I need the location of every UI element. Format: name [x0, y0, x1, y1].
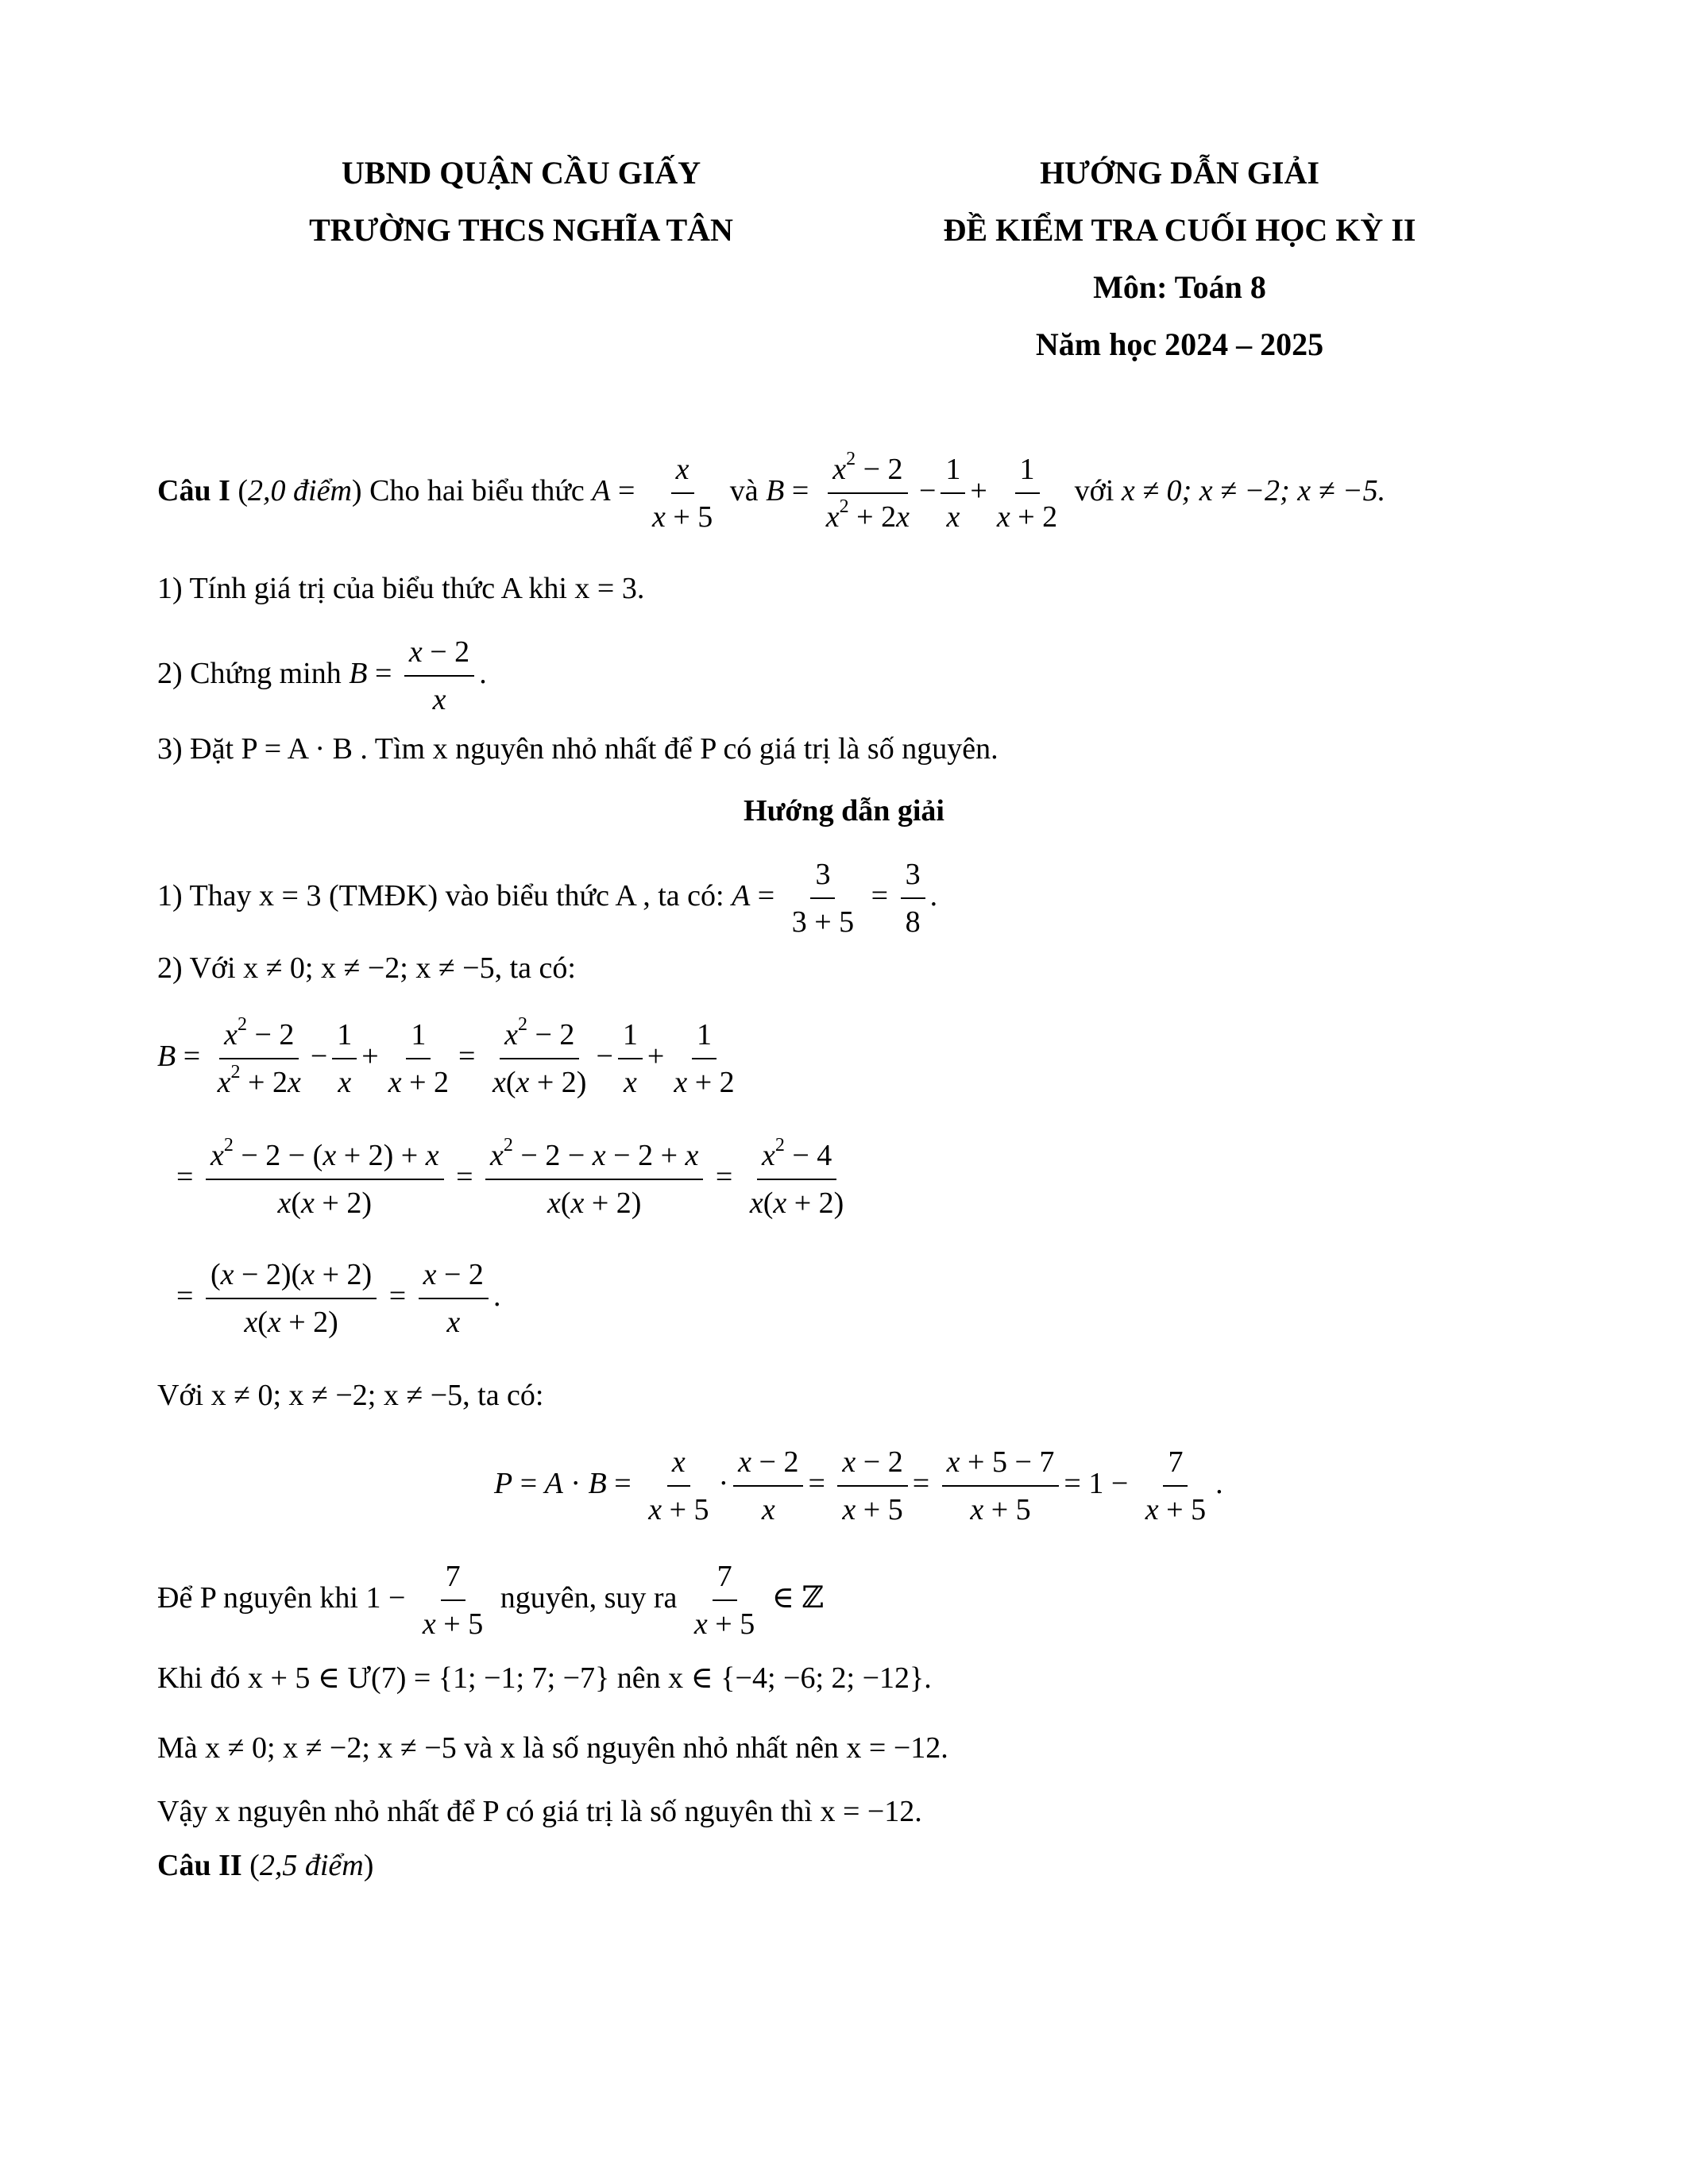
question1-intro: Cho hai biểu thức — [369, 474, 585, 508]
question1-with: với — [1074, 474, 1114, 508]
solution-step3-prefix: Với x ≠ 0; x ≠ −2; x ≠ −5, ta có: — [157, 1379, 544, 1412]
question1-points: 2,0 điểm — [248, 474, 352, 508]
derivation-line-2: = $\frac{x^2 - 2 - (x + 2) + x}{x(x + 2)}$ = $\frac{x^2 - 2 - x - 2 + x}{x(x + 2)}$ = $\frac{x^2 - 4}{x(x + 2)}$ — [176, 1135, 844, 1220]
question2-points: 2,5 điểm — [259, 1849, 364, 1882]
product-formula: P = A · B = $\frac{x}{x + 5}$ · $\frac{x - 2}{x}$ = $\frac{x - 2}{x + 5}$ = $\frac{x + 5 - 7}{x + 5}$ = 1 − $\frac{7}{x + 5}$ . — [494, 1445, 1223, 1526]
question1-part3: 3) Đặt P = A · B . Tìm x nguyên nhỏ nhất để P có giá trị là số nguyên. — [157, 732, 999, 766]
integer-line-a: Để P nguyên khi — [157, 1581, 358, 1615]
school-name: TRƯỜNG THCS NGHĨA TÂN — [309, 212, 733, 248]
doc-title: HƯỚNG DẪN GIẢI — [1040, 155, 1319, 191]
conclusion-line: Vậy x nguyên nhỏ nhất để P có giá trị là số nguyên thì x = −12. — [157, 1795, 922, 1828]
exam-title: ĐỀ KIỂM TRA CUỐI HỌC KỲ II — [943, 212, 1416, 248]
subject: Môn: Toán 8 — [1093, 269, 1266, 305]
integer-condition: Để P nguyên khi 1 − $\frac{7}{x + 5}$ nguyên, suy ra $\frac{7}{x + 5}$ ∈ ℤ — [157, 1560, 825, 1641]
solution-step1: 1) Thay x = 3 (TMĐK) vào biểu thức A , ta có: A = $\frac{3}{3 + 5}$ = $\frac{3}{8}$ . — [157, 858, 938, 939]
divisors-line: Khi đó x + 5 ∈ Ư(7) = {1; −1; 7; −7} nên x ∈ {−4; −6; 2; −12}. — [157, 1661, 932, 1695]
derivation-line-3: = $\frac{(x - 2)(x + 2)}{x(x + 2)}$ = $\frac{x - 2}{x}$ . — [176, 1258, 501, 1339]
constraint-line: Mà x ≠ 0; x ≠ −2; x ≠ −5 và x là số nguyên nhỏ nhất nên x = −12. — [157, 1731, 948, 1765]
question2-label: Câu II — [157, 1849, 242, 1882]
question1-part2: 2) Chứng minh B = $\frac{x - 2}{x}$ . — [157, 635, 487, 716]
step1-prefix: 1) Thay x = 3 (TMĐK) vào biểu thức A , ta có: — [157, 879, 724, 913]
formula-B: $\frac{x^2 - 2}{x^2 + 2x}$ — [825, 449, 910, 534]
question1-part1: 1) Tính giá trị của biểu thức A khi x = 3. — [157, 572, 645, 605]
integer-line-b: nguyên, suy ra — [500, 1581, 678, 1615]
exam-header — [822, 145, 1537, 373]
question1-conditions: x ≠ 0; x ≠ −2; x ≠ −5. — [1121, 474, 1386, 508]
question1-and: và — [729, 474, 759, 508]
question1-statement: Câu I (2,0 điểm) Cho hai biểu thức A = $\frac{x}{x + 5}$ và B = $\frac{x^2 - 2}{x^2 + 2x}$ − $\frac{1}{x}$ + $\frac{1}{x + 2}$ với x ≠ 0; x ≠ −2; x ≠ −5. — [157, 451, 1385, 536]
part2-prefix: 2) Chứng minh — [157, 657, 342, 691]
question2-heading: Câu II (2,5 điểm) — [157, 1849, 374, 1882]
solution-step2-prefix: 2) Với x ≠ 0; x ≠ −2; x ≠ −5, ta có: — [157, 951, 576, 985]
question1-label: Câu I — [157, 474, 230, 508]
school-header — [164, 145, 879, 259]
derivation-line-1: B = $\frac{x^2 - 2}{x^2 + 2x}$ − $\frac{1}{x}$ + $\frac{1}{x + 2}$ = $\frac{x^2 - 2}{x(x + 2)}$ − $\frac{1}{x}$ + $\frac{1}{x + 2}$ — [157, 1014, 735, 1099]
formula-A: $\frac{x}{x + 5}$ — [651, 453, 713, 534]
integer-line-c: ∈ ℤ — [771, 1581, 825, 1615]
solution-title: Hướng dẫn giải — [744, 794, 944, 828]
district-name: UBND QUẬN CẦU GIẤY — [341, 155, 701, 191]
school-year: Năm học 2024 – 2025 — [1035, 326, 1324, 362]
